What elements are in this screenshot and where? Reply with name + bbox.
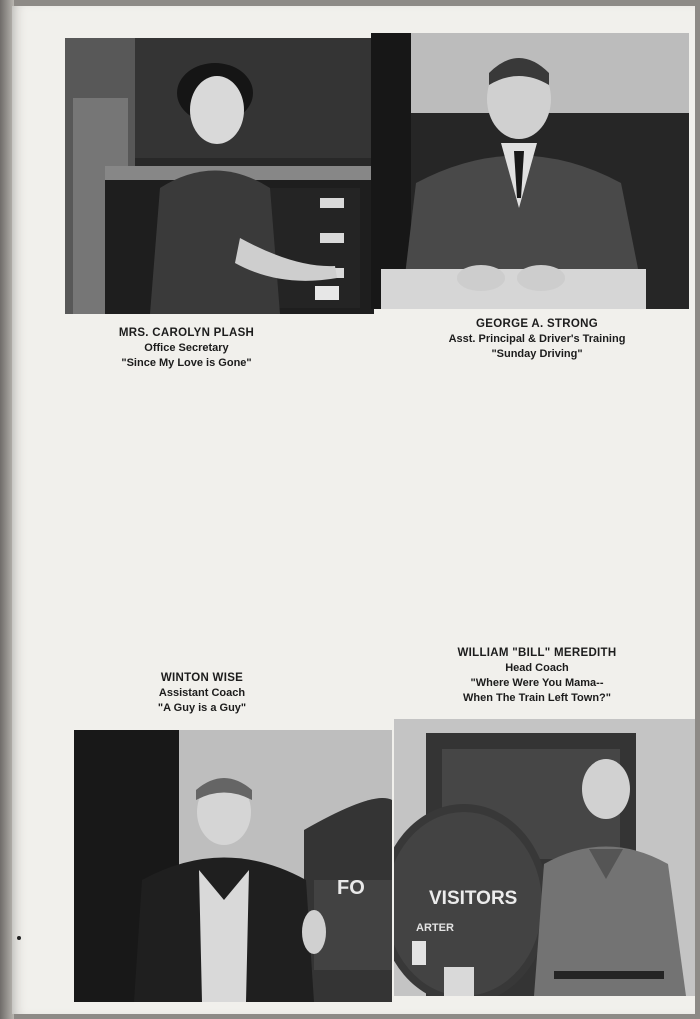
photo-bill-meredith-art [394, 719, 695, 996]
caption-carolyn-plash [84, 326, 289, 371]
photo-bill-meredith [394, 719, 695, 996]
staff-title: Office Secretary [144, 342, 229, 354]
photo-george-strong [371, 33, 689, 309]
sign-text-visitors: VISITORS [429, 888, 518, 909]
sign-text-arter: ARTER [416, 922, 454, 934]
staff-name: WINTON WISE [160, 672, 244, 684]
staff-title: Head Coach [505, 662, 569, 674]
staff-quote: "Since My Love is Gone" [121, 357, 252, 369]
staff-quote: "A Guy is a Guy" [157, 702, 247, 714]
photo-george-strong-art [371, 33, 689, 309]
photo-winton-wise [74, 730, 392, 1002]
print-speck [17, 936, 21, 940]
staff-quote: "Sunday Driving" [491, 348, 583, 360]
staff-title: Assistant Coach [158, 687, 246, 699]
staff-quote-continued: When The Train Left Town?" [462, 692, 611, 704]
staff-name: MRS. CAROLYN PLASH [118, 327, 255, 339]
photo-carolyn-plash-art [65, 38, 374, 314]
staff-quote: "Where Were You Mama-- [470, 677, 604, 689]
photo-winton-wise-art [74, 730, 392, 1002]
staff-name: GEORGE A. STRONG [476, 318, 598, 330]
caption-george-strong [432, 317, 642, 362]
staff-name: WILLIAM "BILL" MEREDITH [457, 647, 617, 659]
yearbook-page [12, 6, 695, 1014]
staff-title: Asst. Principal & Driver's Training [448, 333, 626, 345]
caption-bill-meredith [442, 646, 632, 706]
caption-winton-wise [122, 671, 282, 716]
sign-text-fo: FO [337, 877, 365, 899]
photo-carolyn-plash [65, 38, 374, 314]
